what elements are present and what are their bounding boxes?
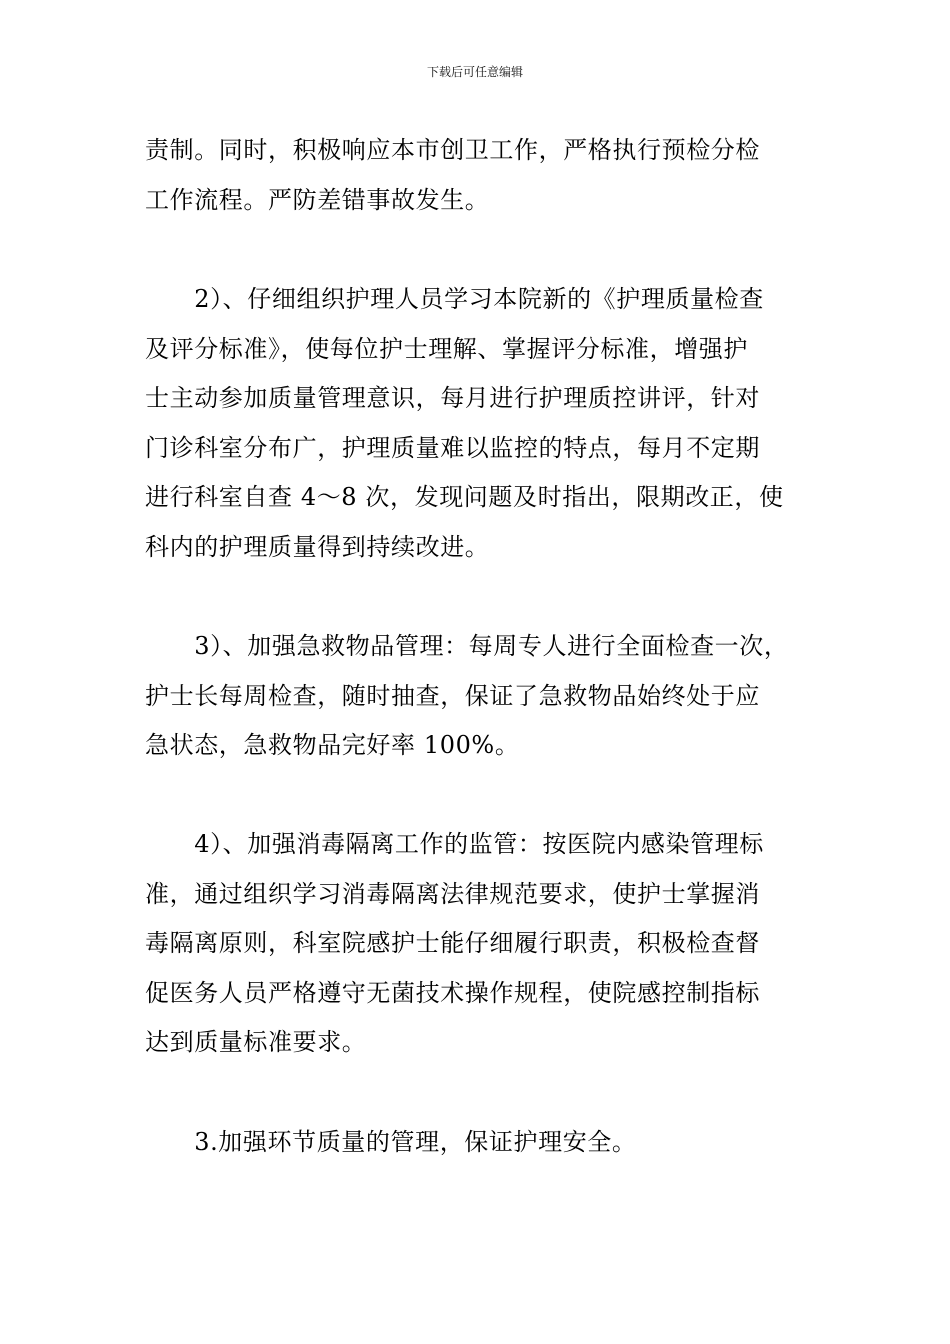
paragraph-item-4 — [145, 820, 810, 1068]
text-line: 3.加强环节质量的管理，保证护理安全。 — [145, 1128, 637, 1156]
text-line: 促医务人员严格遵守无菌技术操作规程，使院感控制指标 — [145, 978, 760, 1007]
text-line: 科内的护理质量得到持续改进。 — [145, 532, 490, 561]
section-heading-3 — [145, 1118, 810, 1168]
paragraph-continuation — [145, 126, 810, 225]
text-line: 进行科室自查 4～8 次，发现问题及时指出，限期改正，使 — [145, 483, 784, 511]
text-line: 准，通过组织学习消毒隔离法律规范要求，使护士掌握消 — [145, 879, 760, 908]
text-line: 急状态，急救物品完好率 100%。 — [145, 731, 520, 759]
paragraph-item-2 — [145, 275, 810, 572]
text-line: 2）、仔细组织护理人员学习本院新的《护理质量检查 — [145, 285, 764, 313]
text-line: 3）、加强急救物品管理：每周专人进行全面检查一次， — [145, 632, 789, 660]
text-line: 毒隔离原则，科室院感护士能仔细履行职责，积极检查督 — [145, 929, 760, 957]
text-line: 护士长每周检查，随时抽查，保证了急救物品始终处于应 — [145, 681, 760, 710]
text-line: 达到质量标准要求。 — [145, 1028, 367, 1056]
text-line: 及评分标准》，使每位护士理解、掌握评分标准，增强护 — [145, 334, 748, 363]
text-line: 门诊科室分布广，护理质量难以监控的特点，每月不定期 — [145, 433, 760, 462]
text-line: 工作流程。严防差错事故发生。 — [145, 185, 490, 214]
header-note: 下载后可任意编辑 — [426, 65, 523, 79]
paragraph-item-3 — [145, 622, 810, 771]
text-line: 士主动参加质量管理意识，每月进行护理质控讲评，针对 — [145, 384, 760, 412]
text-line: 4）、加强消毒隔离工作的监管：按医院内感染管理标 — [145, 830, 764, 858]
text-line: 责制。同时，积极响应本市创卫工作，严格执行预检分检 — [145, 136, 760, 164]
